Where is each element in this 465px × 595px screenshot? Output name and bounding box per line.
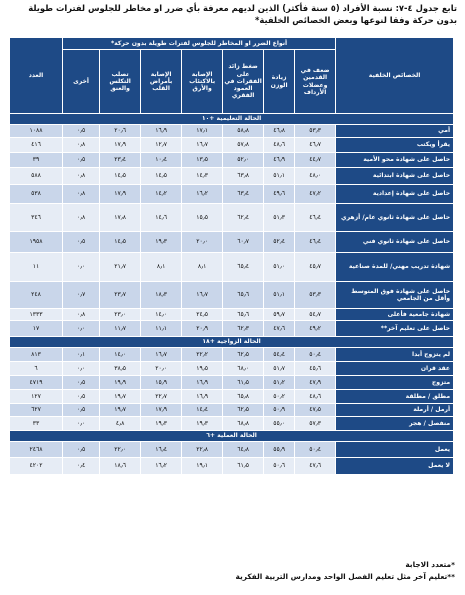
cell-value: ٤٧٫٢ (295, 185, 336, 204)
cell-value: ٤٦٫٤ (295, 204, 336, 232)
cell-value: ٨٫١ (141, 253, 182, 282)
cell-value: ٠٫٥ (63, 442, 100, 458)
cell-count: ٨١٣ (10, 348, 63, 362)
cell-value: ٤٧٫٩ (295, 376, 336, 390)
cell-value: ٥٤٫٧ (295, 309, 336, 321)
cell-value: ٢٠٫٦ (100, 125, 141, 138)
table-row (10, 390, 454, 404)
data-table (9, 37, 454, 475)
header-column: ضغط زائد على الفقرات في العمود الفقري (223, 50, 264, 114)
section-row (10, 431, 454, 442)
cell-value: ١٤٫٥ (141, 168, 182, 185)
row-label: يعمل (336, 442, 454, 458)
cell-count: ٢٤٨ (10, 282, 63, 309)
table-row (10, 348, 454, 362)
cell-value: ١٦٫٢ (141, 458, 182, 475)
cell-value: ١٦٫٤ (141, 442, 182, 458)
cell-value: ٣٨٫٥ (100, 362, 141, 376)
cell-value: ٢٢٫٠ (100, 442, 141, 458)
cell-value: ٠٫٨ (63, 168, 100, 185)
cell-value: ٥٢٫٤ (264, 232, 295, 253)
cell-value: ٤٦٫٩ (264, 153, 295, 168)
cell-value: ٢٣٫٤ (100, 153, 141, 168)
cell-value: ٤٨٫٦ (264, 138, 295, 153)
cell-count: ١٢٧ (10, 390, 63, 404)
cell-value: ٤٧٫٦ (295, 458, 336, 475)
row-label: عقد قران (336, 362, 454, 376)
row-label: يقرأ ويكتب (336, 138, 454, 153)
cell-value: ١١٫٧ (100, 321, 141, 337)
cell-value: ٦٠٫٧ (223, 232, 264, 253)
cell-value: ٤٧٫٥ (295, 404, 336, 417)
cell-value: ٠٫٠ (63, 321, 100, 337)
cell-value: ١٤٫٥ (100, 168, 141, 185)
cell-count: ٣٣ (10, 417, 63, 431)
cell-value: ١٢٫٧ (141, 138, 182, 153)
cell-value: ٦٤٫٨ (223, 442, 264, 458)
cell-value: ٢٠٫٠ (141, 362, 182, 376)
table-row (10, 232, 454, 253)
cell-count: ١٣٣٣ (10, 309, 63, 321)
cell-value: ٢٢٫٨ (182, 442, 223, 458)
cell-value: ٠٫٥ (63, 125, 100, 138)
cell-value: ٥٧٫٨ (223, 138, 264, 153)
cell-value: ١٠٫٤ (141, 153, 182, 168)
cell-value: ٥٧٫٣ (295, 417, 336, 431)
cell-value: ٠٫٥ (63, 153, 100, 168)
table-row (10, 458, 454, 475)
cell-value: ٠٫١ (63, 348, 100, 362)
cell-value: ٦٨٫٠ (223, 362, 264, 376)
cell-count: ٤١٦ (10, 138, 63, 153)
cell-value: ٢٠٫٠ (182, 232, 223, 253)
section-title: الحالة العملية +٦ (10, 431, 454, 442)
table-row (10, 404, 454, 417)
table-row (10, 282, 454, 309)
cell-value: ١٤٫٦ (141, 204, 182, 232)
cell-value: ٤٨٫٦ (295, 390, 336, 404)
table-row (10, 442, 454, 458)
cell-value: ١٦٫٩ (141, 125, 182, 138)
row-label: أمي (336, 125, 454, 138)
cell-value: ٥٩٫٧ (264, 309, 295, 321)
cell-value: ٠٫٥ (63, 404, 100, 417)
cell-value: ٤٤٫٧ (295, 153, 336, 168)
cell-value: ٤٦٫٨ (264, 125, 295, 138)
cell-value: ١٥٫٩ (141, 376, 182, 390)
row-label: حاصل على شهادة إعدادية (336, 185, 454, 204)
row-label: شهادة تدريب مهني/ للمدة صناعية (336, 253, 454, 282)
header-column: الإصابة بأمراض القلب (141, 50, 182, 114)
cell-value: ١٩٫٧ (100, 390, 141, 404)
cell-value: ٤٩٫٢ (295, 321, 336, 337)
cell-value: ٥٠٫٩ (264, 404, 295, 417)
table-row (10, 138, 454, 153)
table-row (10, 362, 454, 376)
cell-value: ٦١٫٥ (223, 376, 264, 390)
cell-count: ١١ (10, 253, 63, 282)
cell-value: ٥١٫٢ (264, 376, 295, 390)
cell-value: ١٤٫٥ (100, 232, 141, 253)
cell-value: ٥٠٫٢ (264, 390, 295, 404)
cell-value: ٦٢٫٥ (223, 404, 264, 417)
cell-value: ٦٥٫٦ (223, 309, 264, 321)
cell-count: ٣٩ (10, 153, 63, 168)
cell-count: ٢٤٦٨ (10, 442, 63, 458)
cell-value: ٠٫٧ (63, 282, 100, 309)
cell-count: ٥٨٨ (10, 168, 63, 185)
section-row (10, 114, 454, 125)
header-column: زيادة الوزن (264, 50, 295, 114)
cell-value: ٥٨٫٨ (223, 125, 264, 138)
cell-value: ٠٫٠ (63, 362, 100, 376)
cell-value: ١٩٫٩ (100, 376, 141, 390)
cell-value: ٤٩٫٦ (264, 185, 295, 204)
table-row (10, 417, 454, 431)
cell-value: ٢٢٫٢ (182, 348, 223, 362)
section-title: الحالة التعليمية +١٠ (10, 114, 454, 125)
cell-value: ٤٥٫٦ (295, 362, 336, 376)
row-label: حاصل على شهادة فوق المتوسط وأقل من الجامعي (336, 282, 454, 309)
row-label: حاصل على شهادة محو الأمية (336, 153, 454, 168)
cell-value: ٥١٫٠ (264, 253, 295, 282)
row-label: لم يتزوج أبدا (336, 348, 454, 362)
cell-value: ٠٫٨ (63, 309, 100, 321)
cell-value: ١٦٫٧ (141, 348, 182, 362)
cell-value: ٢٣٫٠ (100, 309, 141, 321)
cell-value: ٠٫٠ (63, 253, 100, 282)
table-row (10, 309, 454, 321)
cell-value: ٤٦٫٧ (295, 138, 336, 153)
cell-count: ٤٢٠٢ (10, 458, 63, 475)
row-label: مطلق / مطلقة (336, 390, 454, 404)
cell-value: ١٤٫٣ (182, 168, 223, 185)
cell-value: ٠٫٨ (63, 185, 100, 204)
cell-count: ٣٤٦ (10, 204, 63, 232)
header-column: الإصابة بالاكتئاب والأرق (182, 50, 223, 114)
cell-value: ٥٥٫٩ (264, 442, 295, 458)
cell-count: ١٧ (10, 321, 63, 337)
cell-value: ١٩٫٧ (100, 404, 141, 417)
cell-value: ٥١٫٧ (264, 362, 295, 376)
cell-value: ١٦٫٧ (182, 282, 223, 309)
header-column: ضعف في القدمين وعضلات الأرداف (295, 50, 336, 114)
cell-value: ٨٫١ (182, 253, 223, 282)
cell-value: ١٥٫٥ (182, 204, 223, 232)
cell-value: ٦٢٫٥ (223, 348, 264, 362)
table-row (10, 125, 454, 138)
cell-value: ٦١٫٥ (223, 458, 264, 475)
footnotes (10, 559, 455, 582)
cell-value: ٢٠٫٩ (182, 321, 223, 337)
cell-value: ٢٣٫٧ (100, 282, 141, 309)
cell-value: ١٤٫٠ (141, 309, 182, 321)
row-label: حاصل على تعليم آخر** (336, 321, 454, 337)
row-label: منفصل / هجر (336, 417, 454, 431)
cell-value: ٢٢٫٧ (141, 390, 182, 404)
cell-value: ٥٥٫٠ (264, 417, 295, 431)
cell-count: ١٩٥٨ (10, 232, 63, 253)
cell-value: ٠٫٨ (63, 138, 100, 153)
cell-value: ٠٫٥ (63, 376, 100, 390)
cell-value: ٢٤٫٥ (182, 309, 223, 321)
table-row (10, 376, 454, 390)
header-column: أخرى (63, 50, 100, 114)
cell-value: ١٧٫٩ (100, 185, 141, 204)
cell-value: ١٣٫٥ (182, 153, 223, 168)
cell-value: ١٩٫٥ (182, 362, 223, 376)
cell-value: ١٧٫٨ (100, 204, 141, 232)
cell-value: ١٦٫٢ (182, 185, 223, 204)
table-title: تابع جدول ٤-٧: نسبة الأفراد (٥ سنة فأكثر) الذين لديهم معرفة بأي ضرر او مخاطر للجلوس لفترات طويلة بدون حركة وفقا لنوعها وبعض الخصائص الخلفية* (28, 3, 457, 25)
cell-value: ١٩٫٣ (141, 417, 182, 431)
cell-value: ٠٫٥ (63, 390, 100, 404)
cell-value: ١١٫١ (141, 321, 182, 337)
cell-value: ١٤٫٠ (100, 348, 141, 362)
table-row (10, 168, 454, 185)
cell-value: ٦٣٫٤ (223, 185, 264, 204)
cell-value: ٤٨٫٠ (295, 168, 336, 185)
cell-value: ٥٤٫٤ (264, 348, 295, 362)
cell-value: ٥٠٫٤ (295, 348, 336, 362)
cell-value: ١٤٫٢ (141, 185, 182, 204)
cell-value: ١٨٫٦ (100, 458, 141, 475)
row-label: حاصل على شهادة ثانوي عام/ أزهري (336, 204, 454, 232)
table-row (10, 253, 454, 282)
cell-value: ٦٨٫٨ (223, 417, 264, 431)
cell-value: ٦٣٫٨ (223, 168, 264, 185)
header-column: تصلب التكلس والعنق (100, 50, 141, 114)
cell-value: ٤٥٫٧ (295, 253, 336, 282)
cell-value: ١٩٫١ (182, 458, 223, 475)
cell-value: ٥١٫١ (264, 168, 295, 185)
cell-count: ٦٢٧ (10, 404, 63, 417)
header-group: أنواع الضرر او المخاطر للجلوس لفترات طويلة بدون حركة* (63, 38, 336, 50)
cell-value: ١٧٫١ (182, 125, 223, 138)
cell-value: ٤٫٨ (100, 417, 141, 431)
row-label: متزوج (336, 376, 454, 390)
cell-value: ٠٫٠ (63, 417, 100, 431)
cell-value: ٥١٫٣ (264, 204, 295, 232)
header-characteristic: الخصائص الخلفية (336, 38, 454, 114)
cell-value: ١٩٫٣ (182, 417, 223, 431)
header-count: العدد (10, 38, 63, 114)
cell-value: ٦٢٫٤ (223, 204, 264, 232)
cell-count: ٥٣٨ (10, 185, 63, 204)
table-body (10, 114, 454, 475)
table-row (10, 153, 454, 168)
cell-value: ١٨٫٣ (141, 282, 182, 309)
table-row (10, 321, 454, 337)
cell-value: ١٤٫٤ (182, 404, 223, 417)
cell-value: ٢١٫٧ (100, 253, 141, 282)
cell-value: ١٦٫٩ (182, 376, 223, 390)
cell-count: ٦ (10, 362, 63, 376)
section-title: الحالة الزواجية +١٨ (10, 337, 454, 348)
row-label: لا يعمل (336, 458, 454, 475)
cell-value: ٥٠٫٤ (295, 442, 336, 458)
cell-value: ٥١٫١ (264, 282, 295, 309)
cell-value: ٦٥٫٦ (223, 282, 264, 309)
cell-count: ١٠٨٨ (10, 125, 63, 138)
cell-value: ١٧٫٩ (141, 404, 182, 417)
table-row (10, 185, 454, 204)
row-label: حاصل على شهادة ثانوي فني (336, 232, 454, 253)
cell-value: ٥٢٫٠ (223, 153, 264, 168)
cell-value: ١٦٫٧ (182, 138, 223, 153)
table-row (10, 204, 454, 232)
cell-value: ١٦٫٩ (182, 390, 223, 404)
section-row (10, 337, 454, 348)
cell-value: ٦٢٫٣ (223, 321, 264, 337)
cell-value: ٦٥٫٨ (223, 390, 264, 404)
cell-value: ٠٫٥ (63, 232, 100, 253)
cell-count: ٤٧١٩ (10, 376, 63, 390)
cell-value: ٠٫٤ (63, 458, 100, 475)
cell-value: ٠٫٨ (63, 204, 100, 232)
row-label: حاصل على شهادة ابتدائية (336, 168, 454, 185)
cell-value: ٥٣٫٣ (295, 282, 336, 309)
cell-value: ٥٠٫٦ (264, 458, 295, 475)
cell-value: ٦٥٫٤ (223, 253, 264, 282)
cell-value: ٤٧٫٦ (264, 321, 295, 337)
row-label: أرمل / أرملة (336, 404, 454, 417)
cell-value: ١٧٫٩ (100, 138, 141, 153)
footnote: *متعدد الاجابة (405, 560, 455, 569)
row-label: شهادة جامعية فأعلى (336, 309, 454, 321)
cell-value: ١٩٫٣ (141, 232, 182, 253)
cell-value: ٤٦٫٤ (295, 232, 336, 253)
cell-value: ٥٣٫٣ (295, 125, 336, 138)
footnote: **تعليم آخر مثل تعليم الفصل الواحد ومدارس التربية الفكرية (235, 571, 455, 581)
